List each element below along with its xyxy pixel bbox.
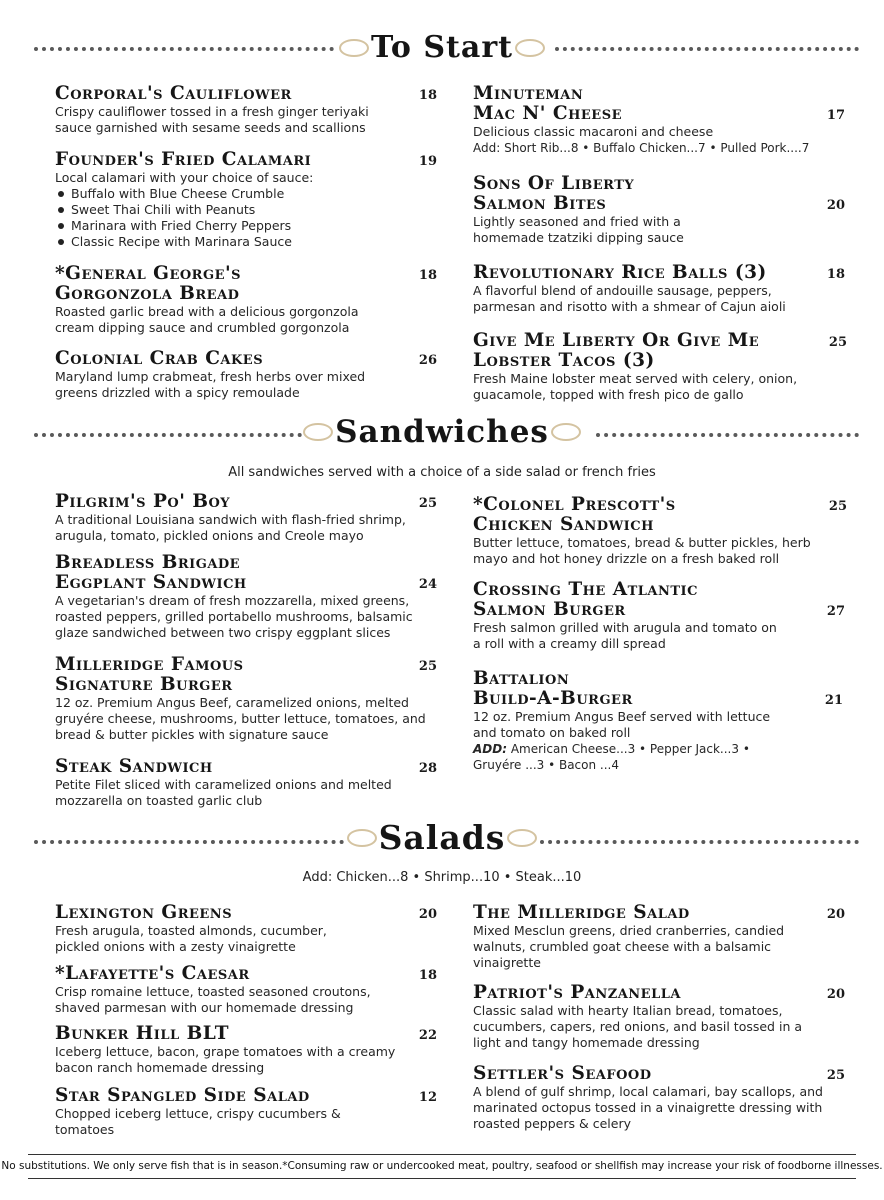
menu-item — [473, 174, 853, 246]
item-price: 19 — [418, 154, 437, 169]
section-title-salads — [0, 818, 884, 857]
item-name-line1: *General George's — [55, 263, 242, 284]
option-item: Sweet Thai Chili with Peanuts — [55, 202, 445, 218]
item-price: 18 — [418, 268, 437, 283]
item-price: 18 — [826, 267, 845, 282]
item-name-line2: Lobster Tacos (3) — [473, 350, 655, 371]
menu-item — [473, 84, 853, 156]
item-description: Petite Filet sliced with caramelized onions and melted mozzarella on toasted garlic club — [55, 777, 392, 808]
section-title-to-start — [0, 30, 884, 65]
item-price: 26 — [418, 353, 437, 368]
item-description: Butter lettuce, tomatoes, bread & butter pickles, herb mayo and hot honey drizzle on a fresh baked roll — [473, 535, 811, 566]
menu-item — [473, 669, 853, 773]
item-name-line1: Give Me Liberty Or Give Me — [473, 330, 760, 351]
item-name-line1: Crossing The Atlantic — [473, 579, 698, 600]
add-options: American Cheese...3 • Pepper Jack...3 • Gruyére ...3 • Bacon ...4 — [473, 742, 750, 772]
menu-item — [55, 964, 445, 1016]
item-description: A vegetarian's dream of fresh mozzarella, mixed greens, roasted peppers, grilled portabello mushrooms, balsamic glaze sandwiched between two crispy eggplant slices — [55, 593, 413, 640]
item-name-line2: Eggplant Sandwich — [55, 572, 247, 593]
menu-item — [55, 1024, 445, 1076]
item-description: A flavorful blend of andouille sausage, peppers, parmesan and risotto with a shmear of Cajun aioli — [473, 283, 786, 314]
item-description: Fresh Maine lobster meat served with celery, onion, guacamole, topped with fresh pico de gallo — [473, 371, 798, 402]
sandwiches-note: All sandwiches served with a choice of a side salad or french fries — [228, 465, 656, 480]
item-name-line2: Chicken Sandwich — [473, 514, 654, 535]
item-description: Fresh salmon grilled with arugula and tomato on a roll with a creamy dill spread — [473, 620, 777, 651]
item-name-line2: Signature Burger — [55, 674, 233, 695]
footer-divider-bottom — [28, 1178, 856, 1179]
item-name-line2: Mac N' Cheese — [473, 103, 622, 124]
item-price: 24 — [418, 577, 437, 592]
item-name: Revolutionary Rice Balls (3) — [473, 262, 767, 283]
item-description: 12 oz. Premium Angus Beef, caramelized onions, melted gruyére cheese, mushrooms, butter lettuce, tomatoes, and bread & butter pickles with signature sauce — [55, 695, 426, 742]
item-price: 18 — [418, 88, 437, 103]
item-price: 25 — [828, 499, 847, 514]
item-price: 12 — [418, 1090, 437, 1105]
item-description: Fresh arugula, toasted almonds, cucumber, pickled onions with a zesty vinaigrette — [55, 923, 327, 954]
item-price: 21 — [824, 693, 843, 708]
item-name: Bunker Hill BLT — [55, 1023, 229, 1044]
menu-item — [55, 757, 445, 809]
item-name: Corporal's Cauliflower — [55, 83, 292, 104]
item-name: Colonial Crab Cakes — [55, 348, 264, 369]
menu-item — [55, 349, 445, 401]
item-name-line2: Salmon Burger — [473, 599, 626, 620]
item-name-line2: Gorgonzola Bread — [55, 283, 240, 304]
sandwiches-title: Sandwiches — [301, 414, 583, 450]
salads-note: Add: Chicken...8 • Shrimp...10 • Steak...10 — [302, 870, 582, 885]
footer-divider-top — [28, 1154, 856, 1155]
sauce-options — [55, 186, 445, 250]
item-description: 12 oz. Premium Angus Beef served with lettuce and tomato on baked roll — [473, 709, 771, 740]
salads-title: Salads — [345, 818, 540, 857]
item-name-line2: Salmon Bites — [473, 193, 607, 214]
menu-item — [473, 903, 853, 971]
menu-item — [55, 553, 445, 641]
menu-item — [55, 1086, 445, 1138]
item-description: Lightly seasoned and fried with a homemade tzatziki dipping sauce — [473, 214, 684, 245]
menu-item — [55, 150, 445, 250]
section-title-sandwiches — [0, 414, 884, 450]
add-label: ADD: — [473, 742, 508, 756]
item-description: Crispy cauliflower tossed in a fresh ginger teriyaki sauce garnished with sesame seeds and scallions — [55, 104, 369, 135]
item-description: A blend of gulf shrimp, local calamari, bay scallops, and marinated octopus tossed in a vinaigrette dressing with roasted peppers & celery — [473, 1084, 823, 1131]
item-name: Pilgrim's Po' Boy — [55, 491, 231, 512]
item-name-line1: Battalion — [473, 668, 570, 689]
footer-disclaimer: No substitutions. We only serve fish that is in season.*Consuming raw or undercooked meat, poultry, seafood or shellfish may increase your risk of foodborne illnesses. — [1, 1160, 883, 1172]
item-name: Settler's Seafood — [473, 1063, 652, 1084]
item-price: 25 — [418, 659, 437, 674]
item-description: Iceberg lettuce, bacon, grape tomatoes with a creamy bacon ranch homemade dressing — [55, 1044, 396, 1075]
item-name: Star Spangled Side Salad — [55, 1085, 310, 1106]
item-name-line1: Breadless Brigade — [55, 552, 241, 573]
item-price: 20 — [826, 907, 845, 922]
item-name: Steak Sandwich — [55, 756, 213, 777]
item-name: Lexington Greens — [55, 902, 233, 923]
item-price: 20 — [826, 987, 845, 1002]
item-description: Maryland lump crabmeat, fresh herbs over mixed greens drizzled with a spicy remoulade — [55, 369, 366, 400]
item-description: Classic salad with hearty Italian bread, tomatoes, cucumbers, capers, red onions, and basil tossed in a light and tangy homemade dressing — [473, 1003, 802, 1050]
menu-item — [55, 655, 445, 743]
item-name-line2: Build-A-Burger — [473, 688, 633, 709]
menu-item — [473, 983, 853, 1051]
item-price: 25 — [826, 1068, 845, 1083]
item-price: 18 — [418, 968, 437, 983]
menu-item — [473, 1064, 853, 1132]
menu-item — [473, 495, 853, 567]
item-add-ons: Add: Short Rib...8 • Buffalo Chicken...7 • Pulled Pork....7 — [473, 141, 810, 155]
item-description: Mixed Mesclun greens, dried cranberries, candied walnuts, crumbled goat cheese with a balsamic vinaigrette — [473, 923, 785, 970]
item-description: Delicious classic macaroni and cheese — [473, 124, 714, 139]
item-add-ons — [473, 741, 783, 773]
item-name: The Milleridge Salad — [473, 902, 690, 923]
item-description: Roasted garlic bread with a delicious gorgonzola cream dipping sauce and crumbled gorgonzola — [55, 304, 359, 335]
item-name: Founder's Fried Calamari — [55, 149, 312, 170]
item-price: 20 — [418, 907, 437, 922]
item-price: 20 — [826, 198, 845, 213]
item-price: 25 — [418, 496, 437, 511]
item-name-line1: Milleridge Famous — [55, 654, 244, 675]
menu-item — [55, 903, 445, 955]
item-price: 27 — [826, 604, 845, 619]
menu-item — [473, 263, 853, 315]
item-description: Chopped iceberg lettuce, crispy cucumbers & tomatoes — [55, 1106, 341, 1137]
item-price: 25 — [828, 335, 847, 350]
to-start-title: To Start — [337, 30, 547, 65]
menu-item — [55, 84, 445, 136]
item-name-line1: *Colonel Prescott's — [473, 494, 676, 515]
item-description: A traditional Louisiana sandwich with flash-fried shrimp, arugula, tomato, pickled onions and Creole mayo — [55, 512, 406, 543]
menu-item — [473, 331, 853, 403]
option-item: Marinara with Fried Cherry Peppers — [55, 218, 445, 234]
item-description: Local calamari with your choice of sauce: — [55, 170, 314, 185]
option-item: Classic Recipe with Marinara Sauce — [55, 234, 445, 250]
item-description: Crisp romaine lettuce, toasted seasoned croutons, shaved parmesan with our homemade dressing — [55, 984, 371, 1015]
item-name: Patriot's Panzanella — [473, 982, 681, 1003]
menu-item — [473, 580, 853, 652]
option-item: Buffalo with Blue Cheese Crumble — [55, 186, 445, 202]
item-name-line1: Minuteman — [473, 83, 584, 104]
item-price: 22 — [418, 1028, 437, 1043]
item-name-line1: Sons Of Liberty — [473, 173, 635, 194]
item-price: 17 — [826, 108, 845, 123]
menu-item — [55, 492, 445, 544]
item-name: *Lafayette's Caesar — [55, 963, 250, 984]
item-price: 28 — [418, 761, 437, 776]
menu-item — [55, 264, 445, 336]
